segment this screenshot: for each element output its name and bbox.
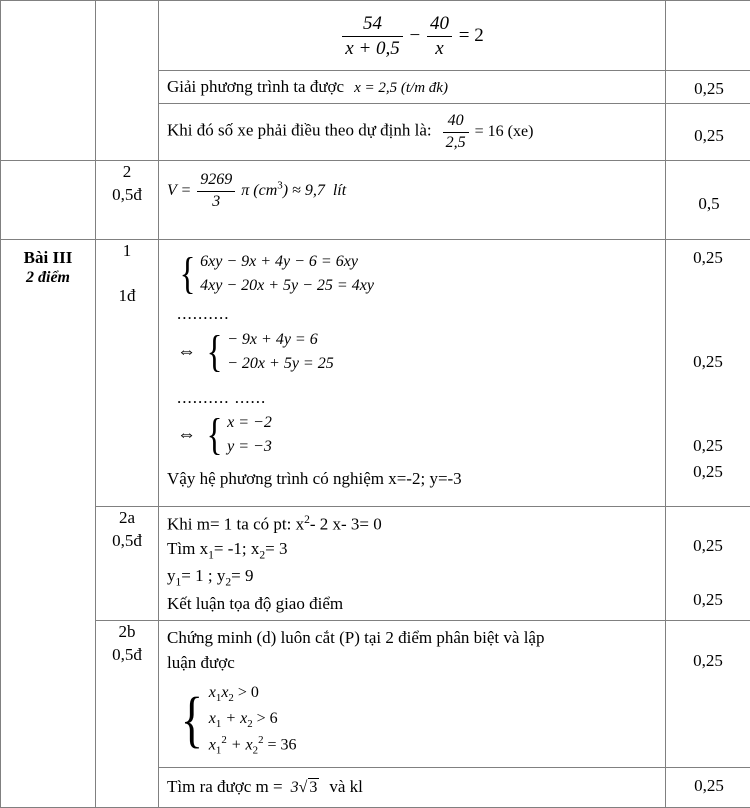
line-text: - 2 x- 3= 0 — [310, 515, 382, 534]
fraction-40-over-x — [427, 13, 452, 60]
subscript: 1 — [208, 549, 214, 562]
exercise-points: 2 điểm — [1, 268, 95, 289]
part-cell-2b — [96, 621, 159, 808]
brace-icon: { — [181, 695, 203, 746]
equation-54-40 — [159, 1, 665, 70]
exercise-cell-empty-top — [1, 1, 96, 161]
line-substitute-m — [167, 512, 659, 537]
fraction-numerator: 40 — [427, 13, 452, 37]
subscript: 2 — [259, 549, 265, 562]
math-text: x — [209, 710, 216, 727]
exponent: 2 — [304, 513, 310, 526]
score-value: 0,25 — [666, 590, 750, 610]
system-equation-line: y = −3 — [227, 435, 272, 459]
solve-equation-text: Giải phương trình ta được — [167, 77, 344, 96]
part-number: 2a — [96, 507, 158, 530]
table-row — [1, 506, 750, 620]
line-conclusion-intersection: Kết luận tọa độ giao điểm — [167, 592, 659, 617]
math-text: x — [209, 737, 216, 754]
table-row — [1, 239, 750, 506]
ellipsis-dots-1: .......... — [167, 302, 659, 326]
math-text: + x — [231, 737, 253, 754]
line-reasoning: luận được — [167, 651, 659, 676]
volume-pi-cm: π (cm — [241, 182, 277, 199]
table-row — [1, 161, 750, 240]
line-text: = -1; x — [214, 539, 259, 558]
score-cell — [666, 70, 750, 104]
score-value: 0,25 — [666, 352, 750, 372]
brace-icon: { — [207, 334, 223, 370]
math-text: x — [209, 684, 216, 701]
score-cell — [666, 161, 750, 240]
subscript: 2 — [225, 576, 231, 589]
system-original — [167, 246, 659, 302]
subscript: 1 — [216, 745, 221, 757]
score-value: 0,5 — [674, 194, 744, 214]
system-equation-line: − 20x + 5y = 25 — [227, 352, 334, 376]
part-points: 1đ — [96, 285, 158, 308]
subscript: 2 — [228, 693, 233, 705]
part-points: 0,5đ — [96, 644, 158, 667]
line-text: = 9 — [231, 566, 253, 585]
part-points: 0,5đ — [96, 184, 158, 207]
part-cell-2 — [96, 161, 159, 240]
volume-approx: ) ≈ 9,7 — [283, 182, 325, 199]
system-conclusion: Vậy hệ phương trình có nghiệm x=-2; y=-3 — [167, 463, 659, 492]
fraction-numerator: 9269 — [197, 171, 235, 191]
score-cell — [666, 239, 750, 506]
content-cell-2a — [159, 506, 666, 620]
score-value: 0,25 — [674, 126, 744, 146]
sqrt-icon: √ 3 — [299, 778, 320, 797]
content-cell-number-of-vehicles — [159, 104, 666, 161]
subscript: 2 — [253, 745, 258, 757]
fraction-54-over-x-plus-05 — [342, 13, 403, 60]
score-value: 0,25 — [674, 776, 744, 796]
math-text: + x — [225, 710, 247, 727]
subscript: 1 — [216, 693, 221, 705]
content-cell-solve-equation — [159, 70, 666, 104]
fraction-numerator: 40 — [443, 112, 469, 132]
part-number: 2b — [96, 621, 158, 644]
part-cell-2a — [96, 506, 159, 620]
exponent: 2 — [258, 734, 263, 746]
score-value: 0,25 — [666, 462, 750, 482]
part-points: 0,5đ — [96, 530, 158, 553]
content-cell-display-equation — [159, 1, 666, 71]
score-value: 0,25 — [666, 651, 750, 671]
solve-equation-result: x = 2,5 (t/m đk) — [348, 80, 448, 96]
part-number: 1 — [96, 240, 158, 263]
exercise-title: Bài III — [1, 240, 95, 268]
system-conditions — [167, 675, 659, 763]
sqrt-coefficient: 3 — [291, 779, 299, 796]
fraction-denominator: 3 — [197, 192, 235, 211]
exponent: 2 — [221, 734, 226, 746]
fraction-denominator: 2,5 — [443, 133, 469, 152]
score-value: 0,25 — [666, 536, 750, 556]
line-text: y — [167, 566, 176, 585]
iff-symbol: ⇔ — [177, 341, 200, 363]
math-text: > 6 — [257, 710, 278, 727]
part-cell-1 — [96, 239, 159, 506]
content-cell-system-solution — [159, 239, 666, 506]
fraction-40-over-25 — [443, 112, 469, 152]
fraction-9269-over-3 — [197, 171, 235, 211]
content-cell-volume — [159, 161, 666, 240]
volume-unit: lít — [329, 182, 346, 199]
line-text: Tìm x — [167, 539, 208, 558]
condition-line-squares — [209, 732, 297, 759]
system-equation-line: 6xy − 9x + 4y − 6 = 6xy — [200, 250, 374, 274]
table-row — [1, 1, 750, 71]
brace-icon: { — [180, 256, 196, 292]
part-number: 2 — [96, 161, 158, 184]
system-equation-line: − 9x + 4y = 6 — [227, 328, 334, 352]
score-cell-empty — [666, 1, 750, 71]
condition-line-product — [209, 681, 297, 707]
score-cell — [666, 506, 750, 620]
ellipsis-dots-2: .......... ...... — [167, 380, 659, 410]
subscript: 1 — [216, 718, 221, 730]
fraction-numerator: 54 — [342, 13, 403, 37]
iff-symbol: ⇔ — [177, 424, 200, 446]
volume-exponent: 3 — [277, 179, 282, 191]
minus-operator: − — [410, 25, 421, 46]
subscript: 2 — [247, 718, 252, 730]
table-row — [1, 621, 750, 768]
math-text: x — [221, 684, 228, 701]
part-cell-empty-top — [96, 1, 159, 161]
brace-icon: { — [207, 417, 223, 453]
final-answer-suffix: và kl — [323, 777, 363, 796]
volume-label: V = — [167, 182, 191, 199]
fraction-denominator: x + 0,5 — [342, 37, 403, 60]
line-y-values — [167, 564, 659, 591]
exercise-cell-empty-volume — [1, 161, 96, 240]
line-text: Khi m= 1 ta có pt: x — [167, 515, 304, 534]
line-text: = 1 ; y — [181, 566, 225, 585]
content-cell-2b — [159, 621, 666, 768]
condition-line-sum — [209, 707, 297, 733]
system-solution — [167, 409, 659, 463]
final-answer-text: Tìm ra được m = — [167, 777, 283, 796]
math-text: > 0 — [238, 684, 259, 701]
score-value: 0,25 — [666, 436, 750, 456]
vehicles-text: Khi đó số xe phải điều theo dự định là: — [167, 121, 432, 140]
score-cell — [666, 104, 750, 161]
score-cell — [666, 768, 750, 808]
system-equation-line: 4xy − 20x + 5y − 25 = 4xy — [200, 274, 374, 298]
line-find-roots — [167, 537, 659, 564]
line-prove-intersection: Chứng minh (d) luôn cắt (P) tại 2 điểm phân biệt và lập — [167, 626, 659, 651]
score-value: 0,25 — [666, 248, 750, 268]
exercise-cell-bai-3 — [1, 239, 96, 807]
sqrt-radicand: 3 — [308, 778, 319, 797]
line-text: = 3 — [265, 539, 287, 558]
system-equation-line: x = −2 — [227, 411, 272, 435]
fraction-denominator: x — [427, 37, 452, 60]
equals-two: = 2 — [459, 25, 484, 46]
subscript: 1 — [176, 576, 182, 589]
content-cell-final-answer — [159, 768, 666, 808]
score-value: 0,25 — [674, 79, 744, 99]
vehicles-result: = 16 (xe) — [475, 123, 534, 140]
math-text: = 36 — [268, 737, 297, 754]
score-cell — [666, 621, 750, 768]
system-reduced — [167, 326, 659, 380]
